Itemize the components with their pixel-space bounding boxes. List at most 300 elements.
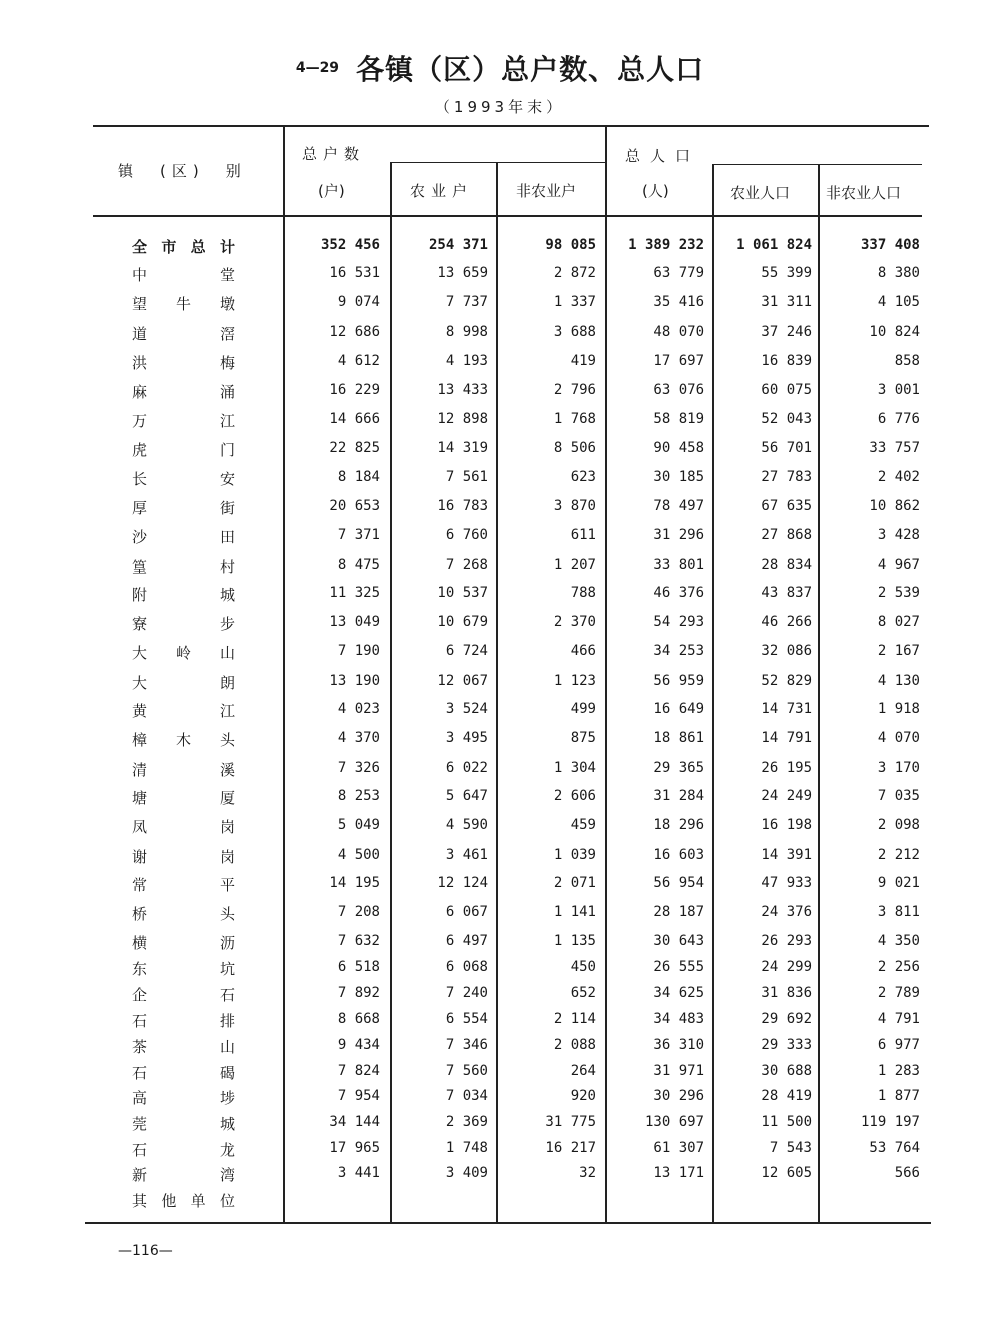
table-cell: 30 296 [653,1088,704,1104]
table-cell: 35 416 [653,294,704,310]
header-total-population: 总人口 [625,147,701,165]
table-cell: 12 605 [761,1165,812,1181]
table-cell: 43 837 [761,585,812,601]
table-cell: 920 [570,1088,596,1104]
table-cell: 32 [579,1165,596,1181]
table-cell: 14 319 [437,440,488,456]
table-cell: 28 187 [653,904,704,920]
town-name [132,729,235,750]
table-cell: 2 369 [445,1114,488,1130]
town-name-char: 岗 [219,848,235,866]
town-name [132,1062,235,1083]
town-name-char: 谢 [132,848,148,866]
table-cell: 14 391 [761,847,812,863]
table-cell: 7 326 [337,760,380,776]
town-name [132,932,235,953]
table-cell: 1 337 [553,294,596,310]
table-cell: 54 293 [653,614,704,630]
town-name-char: 石 [219,986,235,1004]
table-cell: 7 737 [445,294,488,310]
table-cell: 2 796 [553,382,596,398]
table-cell: 14 195 [329,875,380,891]
town-name-char: 村 [219,558,235,576]
table-cell: 8 668 [337,1011,380,1027]
town-name-char: 木 [175,731,191,749]
table-cell: 30 688 [761,1063,812,1079]
town-name [132,1087,235,1108]
table-cell: 31 836 [761,985,812,1001]
table-cell: 29 365 [653,760,704,776]
table-cell: 12 067 [437,673,488,689]
table-cell: 623 [570,469,596,485]
table-cell: 1 283 [877,1063,920,1079]
table-cell: 4 590 [445,817,488,833]
town-name-char: 平 [219,876,235,894]
table-cell: 34 625 [653,985,704,1001]
town-name-char: 江 [219,702,235,720]
table-cell: 3 461 [445,847,488,863]
town-name-char: 麻 [132,383,148,401]
table-cell: 6 497 [445,933,488,949]
table-cell: 788 [570,585,596,601]
town-name-char: 他 [161,1192,177,1210]
header-nonagri-population: 非农业人口 [826,184,902,202]
town-name-char: 黄 [132,702,148,720]
town-name-char: 石 [132,1064,148,1082]
table-cell: 3 811 [877,904,920,920]
table-cell: 2 212 [877,847,920,863]
table-cell: 63 076 [653,382,704,398]
town-name-char: 企 [132,986,148,1004]
table-cell: 13 659 [437,265,488,281]
town-name [132,874,235,895]
col-divider-6 [818,165,820,1222]
table-cell: 8 475 [337,557,380,573]
town-name-char: 市 [161,238,177,256]
table-cell: 33 757 [869,440,920,456]
table-cell: 90 458 [653,440,704,456]
table-cell: 419 [570,353,596,369]
table-cell: 61 307 [653,1140,704,1156]
table-cell: 2 167 [877,643,920,659]
table-cell: 1 389 232 [628,237,704,253]
table-cell: 6 068 [445,959,488,975]
table-cell: 24 376 [761,904,812,920]
table-cell: 56 959 [653,673,704,689]
table-cell: 4 350 [877,933,920,949]
town-name-char: 中 [132,266,148,284]
table-cell: 875 [570,730,596,746]
table-cell: 22 825 [329,440,380,456]
table-cell: 4 105 [877,294,920,310]
table-cell: 3 170 [877,760,920,776]
table-cell: 2 256 [877,959,920,975]
table-cell: 13 433 [437,382,488,398]
town-name-char: 头 [219,731,235,749]
table-cell: 16 839 [761,353,812,369]
town-name [132,846,235,867]
town-name [132,642,235,663]
town-name [132,381,235,402]
table-cell: 1 918 [877,701,920,717]
table-cell: 2 539 [877,585,920,601]
table-cell: 3 441 [337,1165,380,1181]
town-name-char: 门 [219,441,235,459]
table-cell: 31 971 [653,1063,704,1079]
town-name-char: 樟 [132,731,148,749]
table-cell: 7 035 [877,788,920,804]
table-cell: 6 776 [877,411,920,427]
table-cell: 8 184 [337,469,380,485]
town-name-char: 城 [219,1115,235,1133]
table-cell: 9 434 [337,1037,380,1053]
col-divider-1 [283,127,285,1222]
town-name [132,236,235,257]
table-cell: 459 [570,817,596,833]
table-cell: 10 679 [437,614,488,630]
table-cell: 46 376 [653,585,704,601]
table-cell: 7 560 [445,1063,488,1079]
town-name-char: 寮 [132,615,148,633]
table-cell: 16 531 [329,265,380,281]
table-cell: 55 399 [761,265,812,281]
town-name-char: 全 [132,238,148,256]
table-cell: 63 779 [653,265,704,281]
table-cell: 466 [570,643,596,659]
table-cell: 36 310 [653,1037,704,1053]
town-name-char: 洪 [132,354,148,372]
town-name-char: 桥 [132,905,148,923]
table-cell: 31 284 [653,788,704,804]
table-cell: 130 697 [644,1114,704,1130]
table-cell: 1 304 [553,760,596,776]
town-name-char: 山 [219,1038,235,1056]
table-cell: 33 801 [653,557,704,573]
town-name-char: 单 [190,1192,206,1210]
town-name [132,439,235,460]
table-cell: 14 731 [761,701,812,717]
table-cell: 2 114 [553,1011,596,1027]
table-cell: 7 034 [445,1088,488,1104]
table-cell: 2 789 [877,985,920,1001]
table-cell: 1 207 [553,557,596,573]
table-cell: 37 246 [761,324,812,340]
table-cell: 4 791 [877,1011,920,1027]
table-cell: 7 561 [445,469,488,485]
town-name-char: 莞 [132,1115,148,1133]
town-name-char: 湾 [219,1166,235,1184]
table-cell: 7 954 [337,1088,380,1104]
header-sub-rule-population [712,164,922,165]
col-divider-4 [605,127,607,1222]
table-cell: 14 666 [329,411,380,427]
table-cell: 10 862 [869,498,920,514]
table-cell: 18 861 [653,730,704,746]
table-cell: 5 647 [445,788,488,804]
table-cell: 611 [570,527,596,543]
table-cell: 13 171 [653,1165,704,1181]
town-name [132,1036,235,1057]
town-name-char: 篁 [132,558,148,576]
col-divider-3 [496,163,498,1222]
town-name-char: 沥 [219,934,235,952]
town-name-char: 东 [132,960,148,978]
town-name-char: 新 [132,1166,148,1184]
town-name-char: 望 [132,295,148,313]
table-cell: 1 768 [553,411,596,427]
town-name-char: 头 [219,905,235,923]
table-cell: 337 408 [860,237,920,253]
table-cell: 4 967 [877,557,920,573]
table-cell: 26 555 [653,959,704,975]
town-name-char: 涌 [219,383,235,401]
table-cell: 7 190 [337,643,380,659]
table-cell: 3 495 [445,730,488,746]
table-cell: 98 085 [545,237,596,253]
town-name [132,526,235,547]
table-cell: 46 266 [761,614,812,630]
table-cell: 48 070 [653,324,704,340]
town-name-char: 堂 [219,266,235,284]
table-cell: 28 419 [761,1088,812,1104]
town-name [132,352,235,373]
table-cell: 499 [570,701,596,717]
table-cell: 17 965 [329,1140,380,1156]
table-cell: 30 185 [653,469,704,485]
town-name-char: 墩 [219,295,235,313]
town-name-char: 碣 [219,1064,235,1082]
table-cell: 3 688 [553,324,596,340]
town-name-char: 溪 [219,761,235,779]
table-cell: 17 697 [653,353,704,369]
table-cell: 27 783 [761,469,812,485]
town-name-char: 凤 [132,818,148,836]
table-cell: 14 791 [761,730,812,746]
town-name-char: 位 [219,1192,235,1210]
town-name-char: 塘 [132,789,148,807]
town-name [132,1113,235,1134]
table-cell: 56 701 [761,440,812,456]
page-number: —116— [118,1243,173,1259]
town-name-char: 滘 [219,325,235,343]
table-cell: 67 635 [761,498,812,514]
table-cell: 1 061 824 [736,237,812,253]
table-cell: 29 692 [761,1011,812,1027]
table-cell: 1 039 [553,847,596,863]
table-cell: 2 872 [553,265,596,281]
town-name-char: 石 [132,1012,148,1030]
table-cell: 2 098 [877,817,920,833]
table-cell: 7 268 [445,557,488,573]
town-name [132,700,235,721]
table-cell: 24 299 [761,959,812,975]
table-cell: 7 892 [337,985,380,1001]
town-name [132,787,235,808]
town-name [132,1139,235,1160]
town-name [132,613,235,634]
table-number: 4—29 [295,60,340,76]
table-cell: 7 371 [337,527,380,543]
town-name-char: 计 [219,238,235,256]
town-name-char: 厦 [219,789,235,807]
col-divider-2 [390,163,392,1222]
town-name-char: 虎 [132,441,148,459]
table-title [0,48,1000,88]
town-name [132,816,235,837]
table-cell: 13 190 [329,673,380,689]
table-cell: 2 606 [553,788,596,804]
table-cell: 264 [570,1063,596,1079]
table-cell: 16 603 [653,847,704,863]
town-name-char: 坑 [219,960,235,978]
town-name-char: 道 [132,325,148,343]
table-cell: 8 506 [553,440,596,456]
town-name [132,556,235,577]
town-name-char: 其 [132,1192,148,1210]
town-name [132,468,235,489]
table-cell: 10 824 [869,324,920,340]
town-name-char: 大 [132,644,148,662]
table-cell: 7 824 [337,1063,380,1079]
table-cell: 2 071 [553,875,596,891]
table-cell: 56 954 [653,875,704,891]
table-cell: 858 [894,353,920,369]
table-cell: 119 197 [860,1114,920,1130]
town-name-char: 排 [219,1012,235,1030]
table-cell: 3 409 [445,1165,488,1181]
table-cell: 12 124 [437,875,488,891]
table-cell: 16 783 [437,498,488,514]
table-cell: 10 537 [437,585,488,601]
table-cell: 34 144 [329,1114,380,1130]
town-name-char: 常 [132,876,148,894]
table-cell: 4 130 [877,673,920,689]
town-name [132,958,235,979]
table-cell: 1 877 [877,1088,920,1104]
table-cell: 34 253 [653,643,704,659]
table-cell: 3 001 [877,382,920,398]
town-name-char: 高 [132,1089,148,1107]
table-cell: 31 775 [545,1114,596,1130]
town-name [132,1164,235,1185]
table-cell: 4 370 [337,730,380,746]
table-cell: 12 898 [437,411,488,427]
table-cell: 24 249 [761,788,812,804]
table-cell: 12 686 [329,324,380,340]
town-name-char: 附 [132,586,148,604]
header-town: 镇 (区) 别 [118,162,247,180]
table-cell: 7 346 [445,1037,488,1053]
table-cell: 53 764 [869,1140,920,1156]
table-cell: 652 [570,985,596,1001]
table-cell: 6 022 [445,760,488,776]
table-cell: 6 760 [445,527,488,543]
town-name [132,1190,235,1211]
table-cell: 4 193 [445,353,488,369]
town-name-char: 横 [132,934,148,952]
table-cell: 1 135 [553,933,596,949]
town-name [132,323,235,344]
table-cell: 450 [570,959,596,975]
town-name-char: 街 [219,499,235,517]
town-name [132,410,235,431]
table-cell: 30 643 [653,933,704,949]
table-cell: 29 333 [761,1037,812,1053]
header-nonagri-households: 非农业户 [516,182,577,200]
table-cell: 1 123 [553,673,596,689]
town-name [132,293,235,314]
table-cell: 9 021 [877,875,920,891]
table-title-text: 各镇（区）总户数、总人口 [356,53,705,86]
table-cell: 52 829 [761,673,812,689]
town-name-char: 石 [132,1141,148,1159]
town-name [132,497,235,518]
table-cell: 1 141 [553,904,596,920]
table-cell: 6 977 [877,1037,920,1053]
town-name [132,903,235,924]
table-cell: 6 067 [445,904,488,920]
table-subtitle: （1993年末） [434,98,566,116]
town-name-char: 梅 [219,354,235,372]
table-cell: 60 075 [761,382,812,398]
header-bottom-rule [93,215,922,217]
table-cell: 8 380 [877,265,920,281]
table-cell: 16 229 [329,382,380,398]
town-name-char: 埗 [219,1089,235,1107]
table-cell: 6 518 [337,959,380,975]
town-name [132,584,235,605]
town-name [132,759,235,780]
town-name-char: 大 [132,674,148,692]
table-cell: 31 311 [761,294,812,310]
table-cell: 5 049 [337,817,380,833]
table-cell: 9 074 [337,294,380,310]
town-name-char: 山 [219,644,235,662]
header-households-unit: (户) [318,182,345,200]
table-cell: 27 868 [761,527,812,543]
town-name-char: 岗 [219,818,235,836]
town-name [132,984,235,1005]
table-cell: 4 612 [337,353,380,369]
table-cell: 11 500 [761,1114,812,1130]
town-name-char: 总 [190,238,206,256]
table-cell: 2 402 [877,469,920,485]
table-cell: 52 043 [761,411,812,427]
town-name-char: 江 [219,412,235,430]
town-name [132,1010,235,1031]
town-name-char: 长 [132,470,148,488]
table-cell: 8 998 [445,324,488,340]
town-name-char: 厚 [132,499,148,517]
table-cell: 18 296 [653,817,704,833]
table-cell: 8 253 [337,788,380,804]
table-cell: 16 198 [761,817,812,833]
top-rule [93,125,929,127]
town-name-char: 城 [219,586,235,604]
col-divider-5 [712,165,714,1222]
table-cell: 7 240 [445,985,488,1001]
table-cell: 7 632 [337,933,380,949]
table-cell: 58 819 [653,411,704,427]
table-cell: 32 086 [761,643,812,659]
header-total-households: 总户数 [302,145,366,163]
table-cell: 34 483 [653,1011,704,1027]
table-cell: 13 049 [329,614,380,630]
table-cell: 16 217 [545,1140,596,1156]
bottom-rule [85,1222,931,1224]
town-name [132,264,235,285]
town-name-char: 步 [219,615,235,633]
